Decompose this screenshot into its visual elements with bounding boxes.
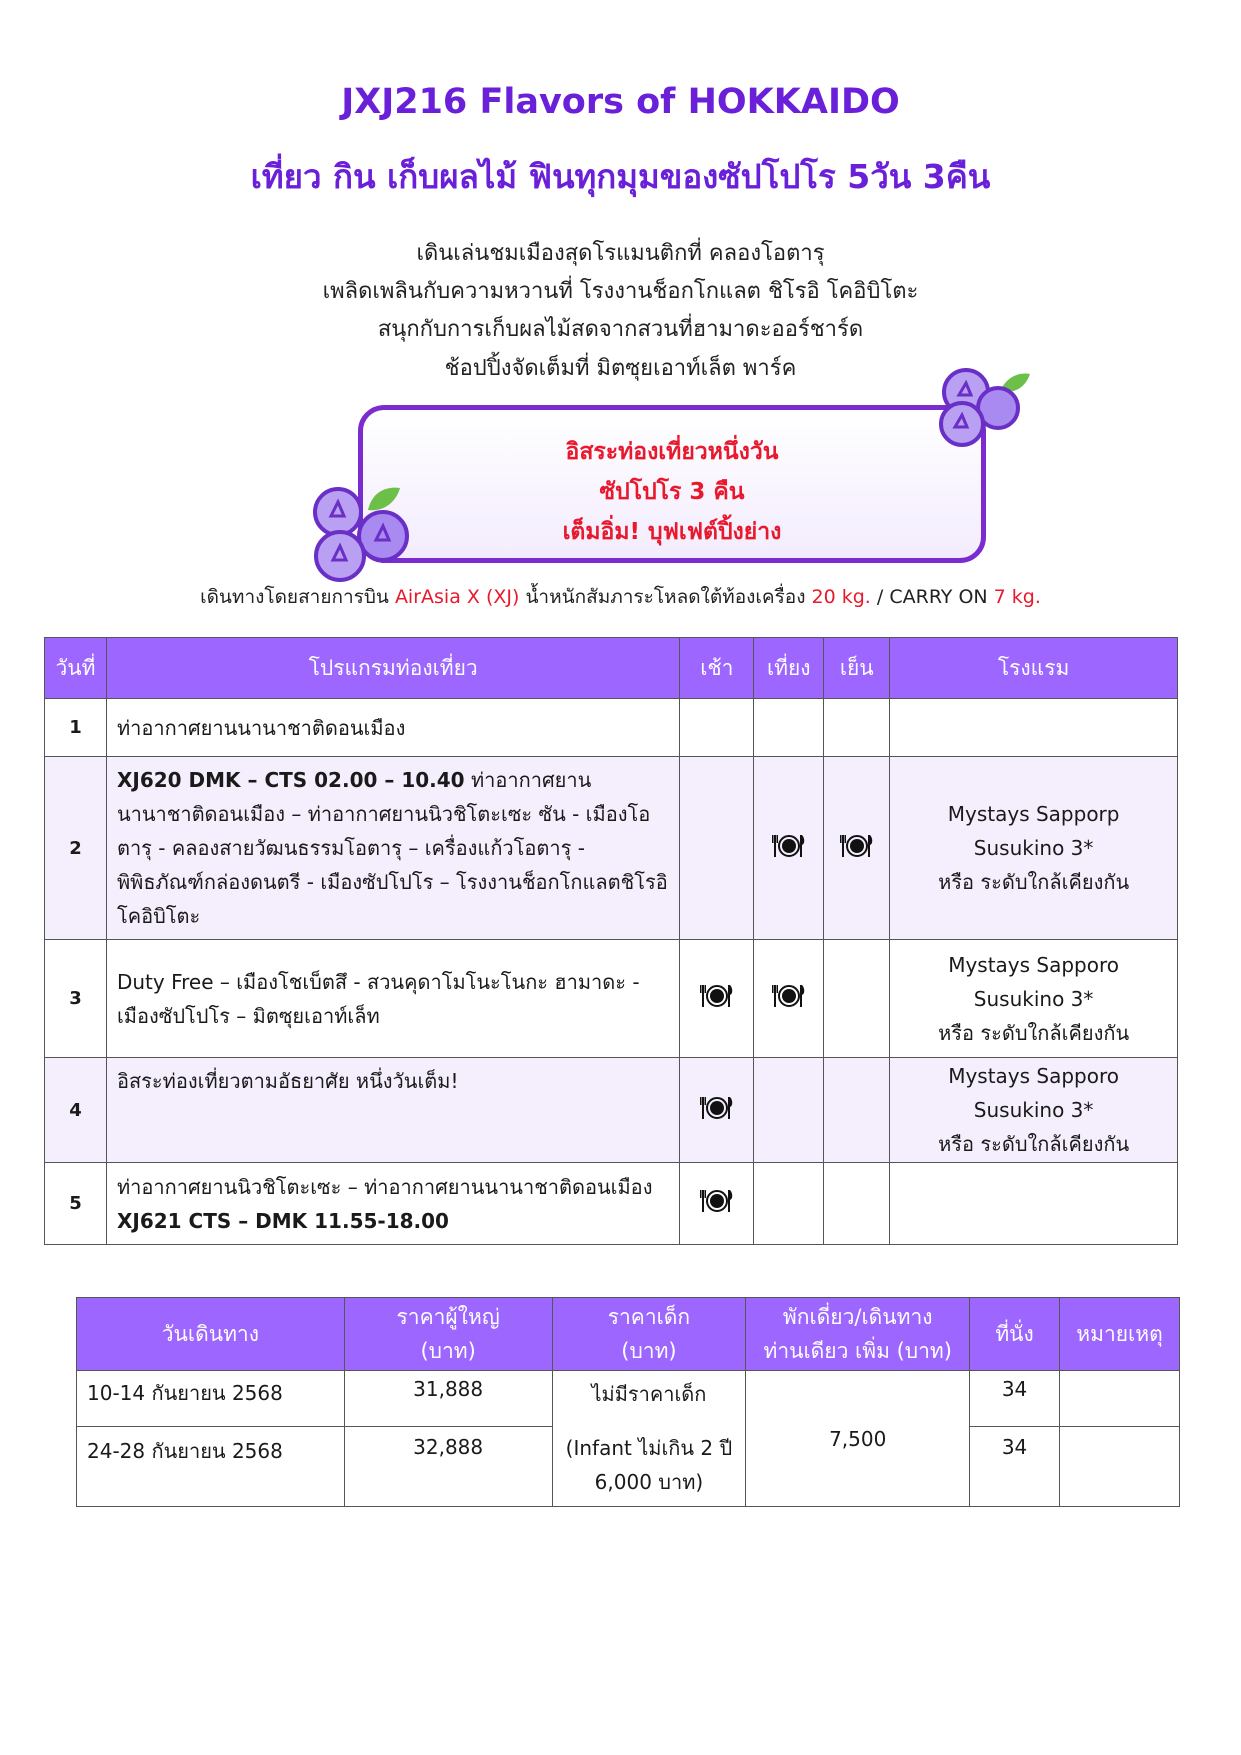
day-number: 5 <box>45 1163 107 1245</box>
blueberry-icon <box>308 482 416 584</box>
program-cell <box>106 1058 679 1163</box>
day-number: 2 <box>45 757 107 940</box>
flight-info <box>0 582 1241 612</box>
header-line: พักเดี่ยว/เดินทาง <box>782 1305 933 1329</box>
hotel-line: Susukino 3* <box>973 836 1094 860</box>
breakfast-cell <box>680 757 754 940</box>
promo-box <box>358 405 986 563</box>
infant-note: (Infant ไม่เกิน 2 ปี <box>565 1436 733 1460</box>
highlight-line: ช้อปปิ้งจัดเต็มที่ มิตซุยเอาท์เล็ต พาร์ค <box>444 356 797 381</box>
table-row <box>45 1058 1178 1163</box>
hotel-line: Mystays Sapporo <box>948 952 1120 977</box>
header-hotel: โรงแรม <box>890 638 1178 699</box>
hotel-line: หรือ ระดับใกล้เคียงกัน <box>938 1132 1130 1156</box>
seats: 34 <box>970 1371 1060 1427</box>
breakfast-cell <box>680 699 754 757</box>
baggage-label: น้ำหนักสัมภาระโหลดใต้ท้องเครื่อง <box>525 586 806 608</box>
title-thai: เที่ยว กิน เก็บผลไม้ ฟินทุกมุมของซัปโปโร 5วัน 3คืน <box>250 157 991 196</box>
program-cell <box>106 940 679 1058</box>
hotel-line: Susukino 3* <box>973 986 1094 1011</box>
table-header-row <box>45 638 1178 699</box>
child-price-cell <box>552 1371 746 1507</box>
promo-line-2: ซัปโปโร 3 คืน <box>599 479 745 505</box>
hotel-cell <box>890 1058 1178 1163</box>
program-text: อิสระท่องเที่ยวตามอัธยาศัย หนึ่งวันเต็ม! <box>116 1069 459 1093</box>
program-cell <box>106 1163 679 1245</box>
header-travel-date: วันเดินทาง <box>77 1298 345 1371</box>
plate-cutlery-icon <box>700 1094 734 1122</box>
day-number: 1 <box>45 699 107 757</box>
lunch-cell <box>754 1163 824 1245</box>
header-line: ราคาผู้ใหญ่ <box>396 1305 500 1329</box>
single-supplement: 7,500 <box>746 1371 970 1507</box>
header-line: (บาท) <box>420 1339 476 1363</box>
header-line: (บาท) <box>621 1339 677 1363</box>
highlight-line: เดินเล่นชมเมืองสุดโรแมนติกที่ คลองโอตารุ <box>416 241 825 266</box>
header-note: หมายเหตุ <box>1060 1298 1180 1371</box>
hotel-cell <box>890 1163 1178 1245</box>
blueberry-icon <box>938 368 1038 450</box>
dinner-cell <box>824 757 890 940</box>
program-cell <box>106 757 679 940</box>
plate-cutlery-icon <box>700 982 734 1010</box>
table-row <box>45 757 1178 940</box>
infant-note: 6,000 บาท) <box>594 1470 704 1494</box>
program-text: ท่าอากาศยานนานาชาติดอนเมือง <box>116 715 406 740</box>
airline-name: AirAsia X (XJ) <box>394 586 520 608</box>
adult-price: 31,888 <box>344 1371 552 1427</box>
dinner-cell <box>824 1058 890 1163</box>
lunch-cell <box>754 940 824 1058</box>
plate-cutlery-icon <box>700 1187 734 1215</box>
day-number: 3 <box>45 940 107 1058</box>
dinner-cell <box>824 699 890 757</box>
seats: 34 <box>970 1427 1060 1507</box>
baggage-weight: 20 kg. <box>811 586 871 608</box>
program-text: Duty Free – เมืองโชเบ็ตสึ - สวนคุดาโมโนะโนกะ ฮามาดะ - เมืองซัปโปโร – มิตซุยเอาท์เล็ท <box>116 969 640 1028</box>
plate-cutlery-icon <box>840 832 874 860</box>
table-row <box>45 940 1178 1058</box>
header-day: วันที่ <box>45 638 107 699</box>
lunch-cell <box>754 1058 824 1163</box>
program-cell <box>106 699 679 757</box>
flight-code: XJ620 DMK – CTS 02.00 – 10.40 <box>116 768 465 792</box>
header-breakfast: เช้า <box>680 638 754 699</box>
breakfast-cell <box>680 940 754 1058</box>
carry-label: / CARRY ON <box>876 586 988 608</box>
header-single-supplement <box>746 1298 970 1371</box>
header-line: ท่านเดียว เพิ่ม (บาท) <box>763 1339 952 1363</box>
promo-line-1: อิสระท่องเที่ยวหนึ่งวัน <box>565 439 779 465</box>
note <box>1060 1371 1180 1427</box>
program-text: ท่าอากาศยานนิวชิโตะเซะ – ท่าอากาศยานนานาชาติดอนเมือง <box>116 1174 653 1199</box>
header-dinner: เย็น <box>824 638 890 699</box>
hotel-cell <box>890 757 1178 940</box>
promo-line-3: เต็มอิ่ม! บุฟเฟต์ปิ้งย่าง <box>562 519 782 545</box>
hotel-line: Mystays Sapporp <box>947 802 1120 826</box>
title-english: JXJ216 Flavors of HOKKAIDO <box>341 82 900 122</box>
day-number: 4 <box>45 1058 107 1163</box>
flight-prefix: เดินทางโดยสายการบิน <box>200 586 389 608</box>
itinerary-table <box>44 637 1178 1245</box>
hotel-cell <box>890 699 1178 757</box>
flight-code: XJ621 CTS – DMK 11.55-18.00 <box>116 1208 449 1233</box>
dinner-cell <box>824 1163 890 1245</box>
note <box>1060 1427 1180 1507</box>
hotel-line: หรือ ระดับใกล้เคียงกัน <box>938 1020 1130 1045</box>
travel-date: 10-14 กันยายน 2568 <box>77 1371 345 1427</box>
adult-price: 32,888 <box>344 1427 552 1507</box>
table-row <box>45 699 1178 757</box>
child-price: ไม่มีราคาเด็ก <box>591 1382 707 1406</box>
hotel-line: Mystays Sapporo <box>948 1064 1120 1088</box>
travel-date: 24-28 กันยายน 2568 <box>77 1427 345 1507</box>
dinner-cell <box>824 940 890 1058</box>
hotel-line: หรือ ระดับใกล้เคียงกัน <box>938 870 1130 894</box>
header-program: โปรแกรมท่องเที่ยว <box>106 638 679 699</box>
hotel-line: Susukino 3* <box>973 1098 1094 1122</box>
header-adult-price <box>344 1298 552 1371</box>
table-row <box>77 1371 1180 1427</box>
header-child-price <box>552 1298 746 1371</box>
plate-cutlery-icon <box>772 832 806 860</box>
hotel-cell <box>890 940 1178 1058</box>
program-text: ท่าอากาศยานนานาชาติดอนเมือง – ท่าอากาศยานนิวชิโตะเซะ ซัน - เมืองโอตารุ - คลองสายวัฒนธรรมโอตารุ – เครื่องแก้วโอตารุ - พิพิธภัณฑ์กล่องดนตรี - เมืองซัปโปโร – โรงงานช็อกโกแลตชิโรอิโคอิบิโตะ <box>116 768 668 928</box>
breakfast-cell <box>680 1058 754 1163</box>
breakfast-cell <box>680 1163 754 1245</box>
highlight-line: เพลิดเพลินกับความหวานที่ โรงงานช็อกโกแลต ชิโรอิ โคอิบิโตะ <box>322 279 919 304</box>
plate-cutlery-icon <box>772 982 806 1010</box>
table-row <box>45 1163 1178 1245</box>
pricing-table <box>76 1297 1180 1507</box>
highlight-line: สนุกกับการเก็บผลไม้สดจากสวนที่ฮามาดะออร์ชาร์ด <box>377 317 864 342</box>
header-seats: ที่นั่ง <box>970 1298 1060 1371</box>
header-line: ราคาเด็ก <box>607 1305 691 1329</box>
carry-weight: 7 kg. <box>993 586 1041 608</box>
lunch-cell <box>754 699 824 757</box>
table-header-row <box>77 1298 1180 1371</box>
header-lunch: เที่ยง <box>754 638 824 699</box>
lunch-cell <box>754 757 824 940</box>
